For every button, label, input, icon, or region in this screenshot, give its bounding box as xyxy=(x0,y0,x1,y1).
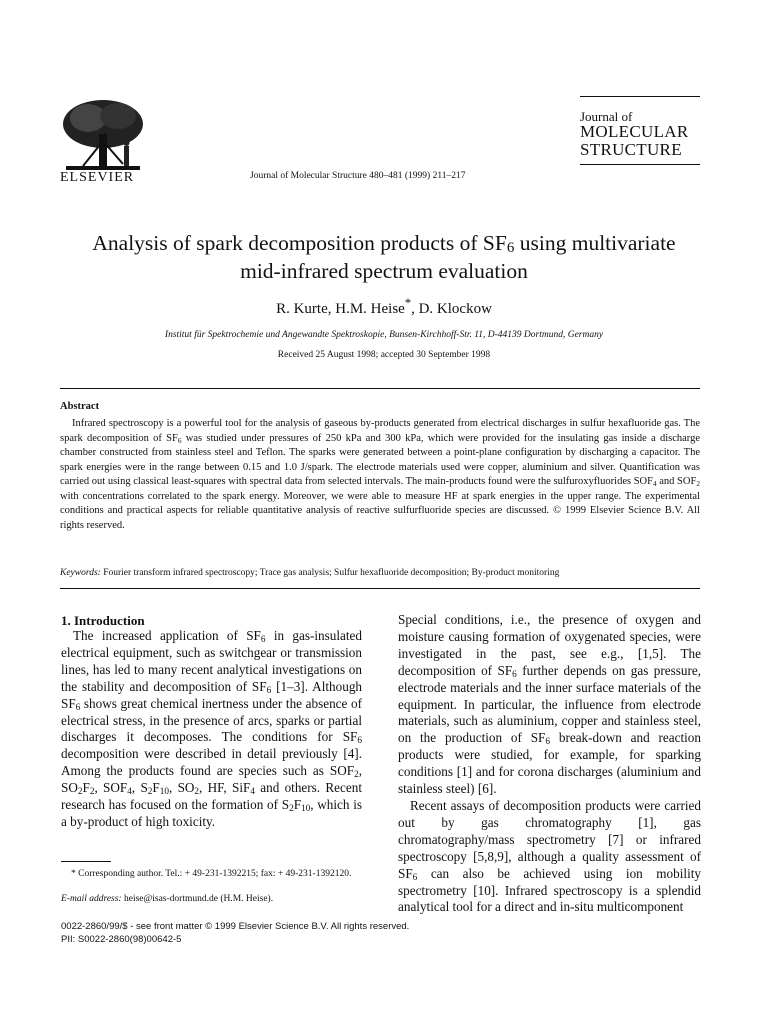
email-address: heise@isas-dortmund.de (H.M. Heise). xyxy=(121,894,274,904)
sub: 10 xyxy=(301,803,311,814)
journal-masthead xyxy=(580,96,700,165)
sub: 4 xyxy=(250,786,255,797)
sub: 2 xyxy=(77,786,83,797)
sub: 6 xyxy=(545,736,551,747)
copyright-line: 0022-2860/99/$ - see front matter © 1999 Elsevier Science B.V. All rights reserved. xyxy=(61,921,410,932)
sub: 6 xyxy=(412,871,418,882)
text: , SO xyxy=(61,763,362,796)
text: The increased application of SF xyxy=(73,628,261,643)
corresponding-mark: * xyxy=(404,296,412,310)
text: , HF, SiF xyxy=(199,780,251,796)
abstract-text-2: was studied under pressures of 250 kPa and 300 kPa, which were provided for the insulating gas inside a discharge chamber constructed from stainless steel and Teflon. The sparks were generated between a point-plane configuration by discharging a capacitor. The spark energies were in the range between 0.15 and 1.0 J/spark. The electrode materials used were copper, aluminium and silver. Quantification was carried out using classical least-squares with spectral data from selected intervals. The main-products found were the sulfuroxyfluorides SOF xyxy=(60,432,700,487)
page-footer xyxy=(61,920,701,946)
text: and others. Recent research has focused on the formation of S xyxy=(61,780,362,813)
intro-paragraph-3 xyxy=(398,798,701,916)
elsevier-tree-logo xyxy=(58,96,148,176)
text: , S xyxy=(131,780,148,796)
title-subscript: 6 xyxy=(506,240,515,256)
text: in gas-insulated electrical equipment, such as switchgear or transmission lines, has led to many recent analytical investigations on the stability and decomposition of SF xyxy=(61,628,362,694)
corresponding-author-footnote: * Corresponding author. Tel.: + 49-231-1392215; fax: + 49-231-1392120. xyxy=(71,869,352,879)
pii-line: PII: S0022-2860(98)00642-5 xyxy=(61,934,182,945)
keywords-label: Keywords: xyxy=(60,568,101,578)
rule-above-abstract xyxy=(60,388,700,389)
journal-name-line2: MOLECULAR xyxy=(580,122,689,141)
text: , SOF xyxy=(94,780,128,796)
text: break-down and reaction products were studied, for example, for sparking conditions [1] and for corona discharges (aluminium and stainless steel) [6]. xyxy=(398,730,701,797)
abstract-text-1: Infrared spectroscopy is a powerful tool for the analysis of gaseous by-products generated from electrical discharges in sulfur hexafluoride gas. The spark decomposition of SF xyxy=(60,418,700,444)
title-line2: mid-infrared spectrum evaluation xyxy=(240,259,528,283)
text: F xyxy=(82,780,90,796)
sub: 6 xyxy=(266,684,272,695)
text: Recent assays of decomposition products were carried out by gas chromatography [1], gas chromatography/mass spectrometry [7] or infrared spectroscopy [5,8,9], although a quality assessment of SF xyxy=(398,797,701,881)
abstract-heading: Abstract xyxy=(60,401,100,412)
rule-below-abstract xyxy=(60,588,700,589)
text: F xyxy=(293,797,302,813)
masthead-rule-bottom xyxy=(580,164,700,165)
sub: 2 xyxy=(194,786,200,797)
sub: 2 xyxy=(354,769,359,780)
sub: 6 xyxy=(357,735,362,746)
title-text-b: using multivariate xyxy=(514,231,676,255)
keywords xyxy=(60,568,700,578)
text: F xyxy=(152,780,160,796)
text: can also be achieved using ion mobility spectrometry [10]. Infrared spectroscopy is a splendid analytical tool for a direct and in-situ multicomponent xyxy=(398,865,701,915)
sub: 6 xyxy=(260,634,266,644)
email-footnote xyxy=(61,894,365,904)
sub: 6 xyxy=(75,701,81,712)
text: further depends on gas pressure, electrode materials and the inner surface materials of the equipment. In particular, the influence from electrode materials, such as aluminium, copper and stainless steel, on the production of SF xyxy=(398,662,701,746)
text: , which is a by-product of high toxicity. xyxy=(61,797,362,829)
sub: 2 xyxy=(696,479,700,488)
intro-paragraph-2 xyxy=(398,612,701,798)
authors xyxy=(40,296,728,318)
email-label: E-mail address: xyxy=(61,894,122,904)
right-column xyxy=(398,612,701,916)
title-text-a: Analysis of spark decomposition products of SF xyxy=(92,231,507,255)
publisher-name: ELSEVIER xyxy=(60,170,135,185)
left-column xyxy=(61,628,362,831)
abstract-text-3: and SOF xyxy=(656,476,697,487)
received-dates: Received 25 August 1998; accepted 30 September 1998 xyxy=(277,350,491,360)
sub: 6 xyxy=(177,435,182,445)
journal-name-line3: STRUCTURE xyxy=(580,140,682,159)
journal-citation: Journal of Molecular Structure 480–481 (1999) 211–217 xyxy=(250,171,466,181)
sub: 4 xyxy=(652,479,657,488)
abstract-body xyxy=(60,417,700,533)
masthead-rule-top xyxy=(580,96,700,97)
sub: 10 xyxy=(159,786,169,797)
text: Special conditions, i.e., the presence of oxygen and moisture causing formation of oxygenated species, were investigated in the past, see e.g., [1,5]. The decomposition of SF xyxy=(398,612,701,678)
keywords-text: Fourier transform infrared spectroscopy; Trace gas analysis; Sulfur hexafluoride decomposition; By-product monitoring xyxy=(100,568,560,578)
text: shows great chemical inertness under the absence of electrical stress, in the presence of arcs, sparks or partial discharges it decomposes. The conditions for SF xyxy=(61,695,362,745)
affiliation: Institut für Spektrochemie und Angewandte Spektroskopie, Bunsen-Kirchhoff-Str. 11, D-44139 Dortmund, Germany xyxy=(164,330,604,340)
section-heading: 1. Introduction xyxy=(61,613,145,628)
sub: 2 xyxy=(89,786,95,797)
sub: 6 xyxy=(512,668,517,679)
intro-paragraph-1 xyxy=(61,628,362,831)
authors-a: R. Kurte, H.M. Heise xyxy=(276,301,405,317)
text: [1–3]. Although SF xyxy=(61,678,363,711)
text: , SO xyxy=(168,780,195,796)
sub: 2 xyxy=(147,786,153,797)
sub: 4 xyxy=(127,786,132,797)
text: decomposition were described in detail previously [4]. Among the products found are species such as SOF xyxy=(61,746,362,779)
abstract-text-4: with concentrations correlated to the spark energy. Moreover, we were able to measure HF at spark energies in the upper range. The experimental conditions and practical aspects for reliable quantitative analysis of reactive sulfurfluoride species are discussed. © 1999 Elsevier Science B.V. All rights reserved. xyxy=(60,490,700,531)
journal-name-line1: Journal of xyxy=(580,109,633,124)
sub: 2 xyxy=(289,803,294,814)
authors-b: , D. Klockow xyxy=(411,301,492,317)
footnote-rule xyxy=(61,861,111,862)
article-title xyxy=(40,229,728,285)
